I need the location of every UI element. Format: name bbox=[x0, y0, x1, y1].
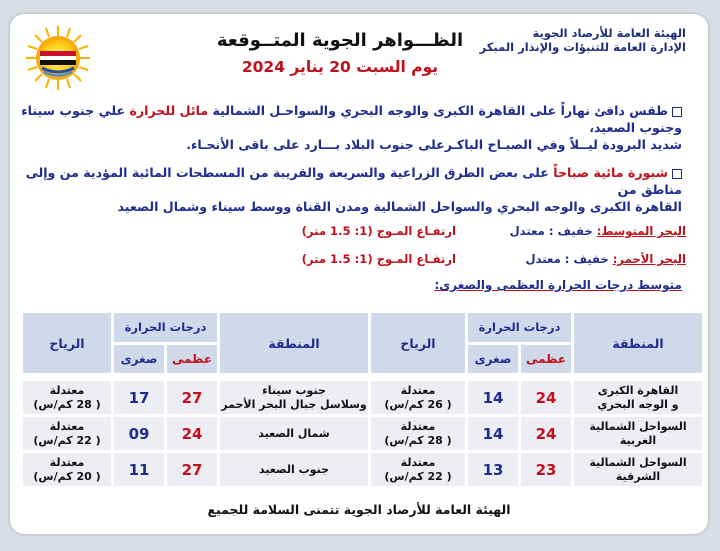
forecast-card bbox=[10, 14, 708, 534]
region-cell: جنوب سيناء وسلاسل جبال البحر الأحمر bbox=[220, 381, 368, 414]
min-temp-cell: 09 bbox=[114, 417, 164, 450]
wind-cell: معتدلة ( 28 كم/س) bbox=[371, 417, 465, 450]
max-temp-cell: 27 bbox=[167, 453, 217, 486]
sea-mediterranean: البحر المتوسط: خفيف : معتدل bbox=[509, 224, 686, 238]
temperature-table bbox=[20, 310, 705, 489]
header-region: المنطقة bbox=[220, 313, 368, 373]
sea-mediterranean-wave: ارتفـاع المـوج (1: 1.5 متر) bbox=[301, 224, 456, 238]
max-temp-cell: 24 bbox=[521, 417, 571, 450]
min-temp-cell: 11 bbox=[114, 453, 164, 486]
avg-temps-label: متوسط درجات الحرارة العظمى والصغرى: bbox=[434, 278, 682, 292]
header-region: المنطقة bbox=[574, 313, 702, 373]
wind-cell: معتدلة ( 22 كم/س) bbox=[371, 453, 465, 486]
sea-red-wave: ارتفـاع المـوج (1: 1.5 متر) bbox=[301, 252, 456, 266]
table-spacer bbox=[23, 376, 702, 378]
min-temp-cell: 14 bbox=[468, 417, 518, 450]
header-max: عظمى bbox=[521, 345, 571, 374]
header-temps: درجات الحرارة bbox=[468, 313, 571, 342]
footer-message: الهيئة العامة للأرصاد الجوية تتمنى السلامة للجميع bbox=[207, 502, 511, 517]
header-wind: الرياح bbox=[371, 313, 465, 373]
header-min: صغرى bbox=[468, 345, 518, 374]
region-cell: السواحل الشمالية الغربية bbox=[574, 417, 702, 450]
max-temp-cell: 23 bbox=[521, 453, 571, 486]
wind-cell: معتدلة ( 28 كم/س) bbox=[23, 381, 111, 414]
table-header-row bbox=[23, 313, 702, 342]
region-cell: جنوب الصعيد bbox=[220, 453, 368, 486]
table-row bbox=[23, 417, 702, 450]
org-header bbox=[480, 26, 686, 54]
forecast-date: يوم السبت 20 يناير 2024 bbox=[241, 58, 439, 76]
header-min: صغرى bbox=[114, 345, 164, 374]
min-temp-cell: 14 bbox=[468, 381, 518, 414]
page-title: الظـــواهر الجوية المتــوقعة bbox=[216, 30, 464, 51]
weather-paragraph-1: طقس دافئ نهاراً على القاهرة الكبرى والوجه البحري والسواحـل الشمالية مائل للحرارة علي جنوب سيناء وجنوب الصعيد، شديد البرودة ليــلاً وفي الصبـاح الباكـرعلى جنوب البلاد بـــارد على باقى الأنحـاء. bbox=[10, 102, 682, 153]
min-temp-cell: 13 bbox=[468, 453, 518, 486]
region-cell: القاهرة الكبرى و الوجه البحري bbox=[574, 381, 702, 414]
wind-cell: معتدلة ( 22 كم/س) bbox=[23, 417, 111, 450]
fog-paragraph-line2: القاهرة الكبرى والوجه البحري والسواحل الشمالية ومدن القناة ووسط سيناء وشمال الصعيد bbox=[117, 199, 682, 214]
max-temp-cell: 24 bbox=[521, 381, 571, 414]
sea-red: البحر الأحمر: خفيف : معتدل bbox=[525, 252, 686, 266]
table-row bbox=[23, 453, 702, 486]
table-row bbox=[23, 381, 702, 414]
wind-cell: معتدلة ( 26 كم/س) bbox=[371, 381, 465, 414]
header-max: عظمى bbox=[167, 345, 217, 374]
min-temp-cell: 17 bbox=[114, 381, 164, 414]
region-cell: السواحل الشمالية الشرقية bbox=[574, 453, 702, 486]
org-name: الهيئة العامة للأرصاد الجوية bbox=[532, 26, 686, 40]
fog-paragraph: شبورة مائية صباحاً على بعض الطرق الزراعية والسريعة والقريبة من المسطحات المائية المؤدية من وإلى مناطق من القاهرة الكبرى والوجه البحري والسواحل الشمالية ومدن القناة ووسط سيناء وشمال الصعيد bbox=[10, 164, 682, 215]
region-cell: شمال الصعيد bbox=[220, 417, 368, 450]
ema-logo-icon bbox=[24, 24, 92, 92]
header-wind: الرياح bbox=[23, 313, 111, 373]
org-department: الإدارة العامة للتنبؤات والإنذار المبكر bbox=[479, 40, 686, 54]
max-temp-cell: 24 bbox=[167, 417, 217, 450]
checkbox-bullet-icon bbox=[672, 107, 682, 117]
weather-paragraph-1-line2: شديد البرودة ليــلاً وفي الصبـاح الباكـرعلى جنوب البلاد بـــارد على باقى الأنحـاء. bbox=[186, 137, 682, 152]
checkbox-bullet-icon bbox=[672, 169, 682, 179]
wind-cell: معتدلة ( 20 كم/س) bbox=[23, 453, 111, 486]
max-temp-cell: 27 bbox=[167, 381, 217, 414]
header-temps: درجات الحرارة bbox=[114, 313, 217, 342]
